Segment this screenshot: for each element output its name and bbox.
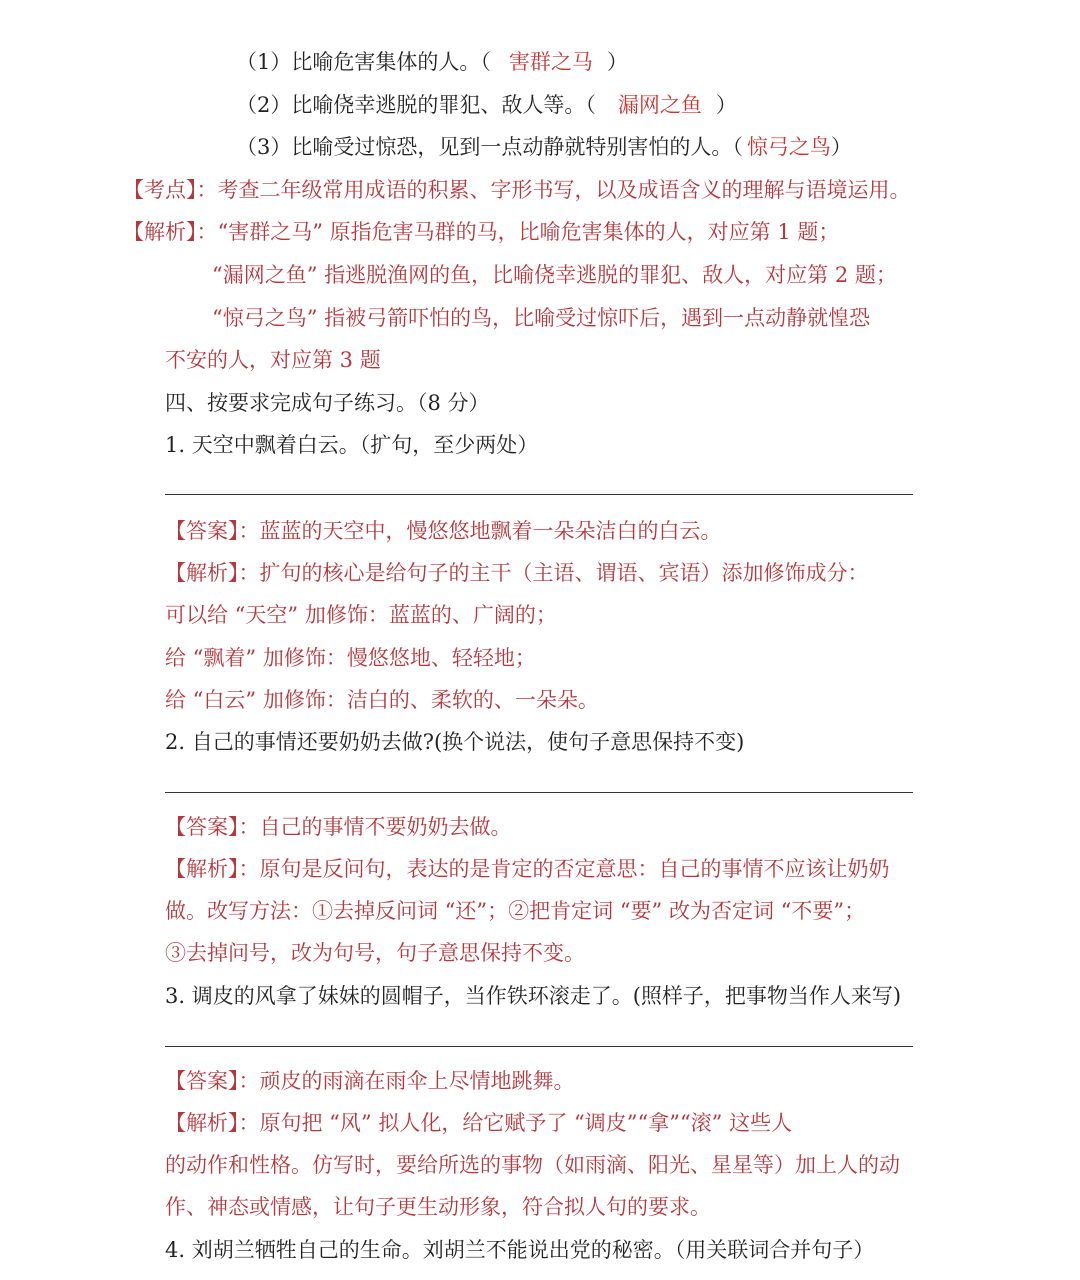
question-3: 3. 调皮的风拿了妹妹的圆帽子，当作铁环滚走了。(照样子，把事物当作人来写) (165, 984, 902, 1008)
kaodian-note: 【考点】：考查二年级常用成语的积累、字形书写，以及成语含义的理解与语境运用。 (123, 178, 911, 202)
idiom-answer-2: 漏网之鱼 (617, 93, 702, 117)
analysis-3-line-3: 作、神态或情感，让句子更生动形象，符合拟人句的要求。 (165, 1195, 711, 1219)
analysis-1-line-2: 可以给 “天空” 加修饰：蓝蓝的、广阔的； (165, 603, 557, 627)
idiom-item-3-close: ） (830, 135, 852, 159)
idiom-item-1 (236, 47, 628, 77)
answer-blank-2 (165, 792, 913, 793)
idiom-item-2-text: （2）比喻侥幸逃脱的罪犯、敌人等。（ (236, 93, 596, 117)
idiom-item-3 (236, 132, 852, 162)
jiexi-line-1: 【解析】：“害群之马” 原指危害马群的马，比喻危害集体的人，对应第 1 题； (123, 220, 840, 244)
question-2: 2. 自己的事情还要奶奶去做?(换个说法，使句子意思保持不变) (165, 730, 745, 754)
answer-blank-1 (165, 494, 913, 495)
idiom-item-3-text: （3）比喻受过惊恐，见到一点动静就特别害怕的人。（ (236, 135, 743, 159)
jiexi-line-4: 不安的人，对应第 3 题 (165, 348, 381, 372)
answer-2: 【答案】：自己的事情不要奶奶去做。 (165, 815, 512, 839)
analysis-2-line-1: 【解析】：原句是反问句，表达的是肯定的否定意思：自己的事情不应该让奶奶 (165, 857, 890, 881)
jiexi-line-2: “漏网之鱼” 指逃脱渔网的鱼，比喻侥幸逃脱的罪犯、敌人，对应第 2 题； (212, 263, 897, 287)
jiexi-line-3: “惊弓之鸟” 指被弓箭吓怕的鸟，比喻受过惊吓后，遇到一点动静就惶恐 (212, 306, 871, 330)
answer-3: 【答案】：顽皮的雨滴在雨伞上尽情地跳舞。 (165, 1069, 575, 1093)
answer-blank-3 (165, 1046, 913, 1047)
analysis-2-line-2: 做。改写方法：①去掉反问词 “还”；②把肯定词 “要” 改为否定词 “不要”； (165, 899, 866, 923)
idiom-item-2-close: ） (715, 93, 737, 117)
analysis-1-line-1: 【解析】：扩句的核心是给句子的主干（主语、谓语、宾语）添加修饰成分： (165, 561, 869, 585)
analysis-2-line-3: ③去掉问号，改为句号，句子意思保持不变。 (165, 941, 585, 965)
idiom-item-2 (236, 90, 737, 120)
analysis-1-line-3: 给 “飘着” 加修饰：慢悠悠地、轻轻地； (165, 646, 536, 670)
idiom-item-1-text: （1）比喻危害集体的人。（ (236, 50, 491, 74)
answer-1: 【答案】：蓝蓝的天空中，慢悠悠地飘着一朵朵洁白的白云。 (165, 519, 722, 543)
analysis-1-line-4: 给 “白云” 加修饰：洁白的、柔软的、一朵朵。 (165, 688, 599, 712)
question-4: 4. 刘胡兰牺牲自己的生命。刘胡兰不能说出党的秘密。（用关联词合并句子） (165, 1238, 875, 1262)
section-heading: 四、按要求完成句子练习。（8 分） (165, 391, 490, 415)
idiom-answer-3: 惊弓之鸟 (746, 135, 831, 159)
idiom-item-1-close: ） (606, 50, 628, 74)
question-1: 1. 天空中飘着白云。（扩句，至少两处） (165, 433, 539, 457)
idiom-answer-1: 害群之马 (508, 50, 593, 74)
analysis-3-line-1: 【解析】：原句把 “风” 拟人化，给它赋予了 “调皮”“拿”“滚” 这些人 (165, 1111, 793, 1135)
analysis-3-line-2: 的动作和性格。仿写时，要给所选的事物（如雨滴、阳光、星星等）加上人的动 (165, 1153, 900, 1177)
